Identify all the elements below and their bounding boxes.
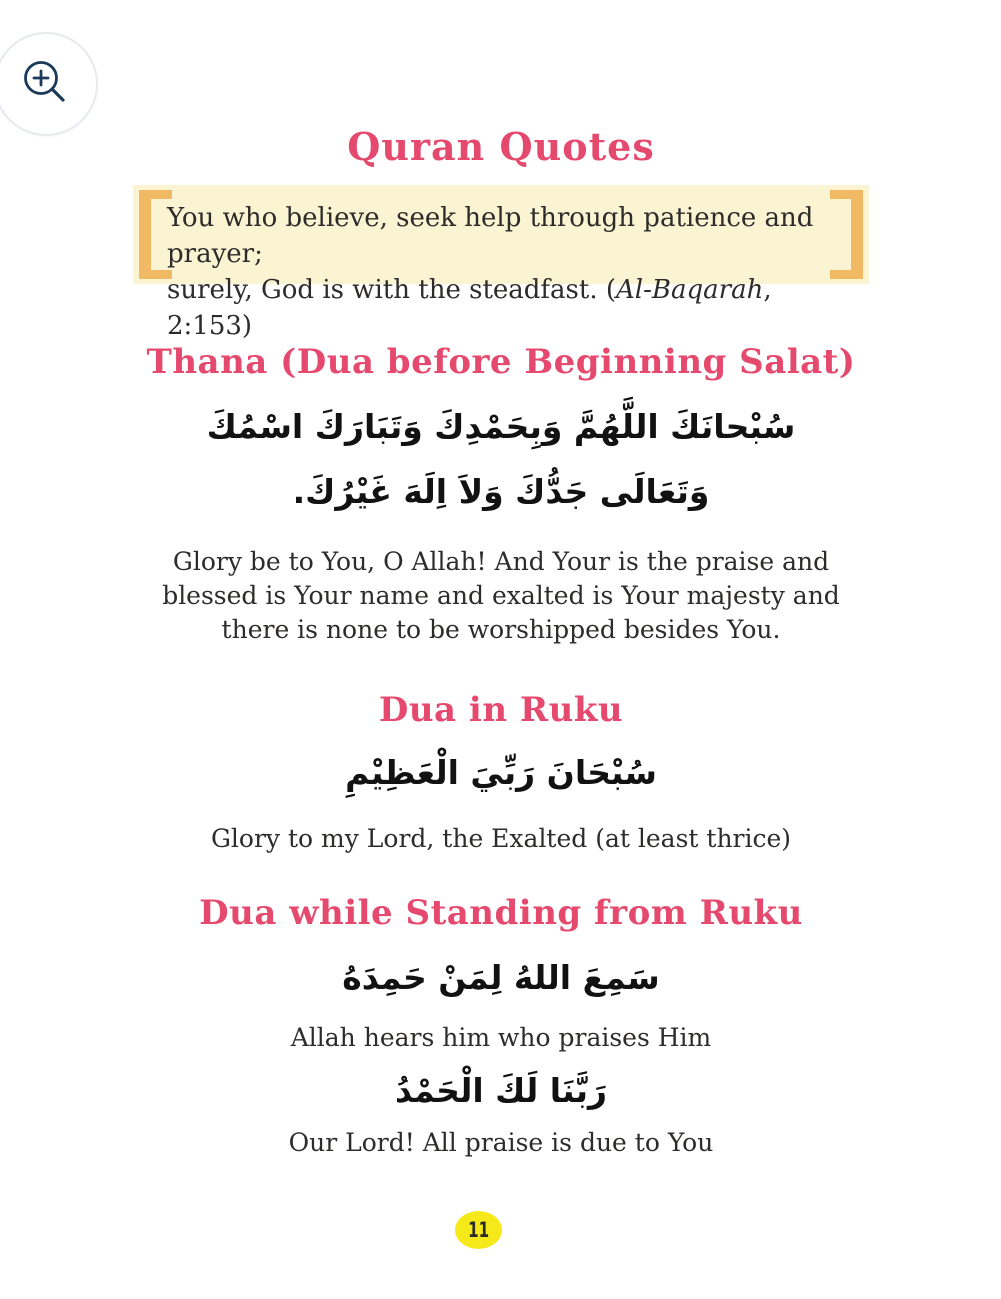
page-title: Quran Quotes [347,124,655,169]
arabic-text-thana-line-2: وَتَعَالَى جَدُّكَ وَلاَ اِلَهَ غَيْرُكَ. [292,472,710,511]
translation-standing-line-2: Our Lord! All praise is due to You [288,1128,714,1157]
quran-quote-box [133,185,869,341]
translation-thana-line-2: blessed is Your name and exalted is Your majesty and [162,581,840,610]
quote-source-name: Al-Baqarah [616,275,764,305]
page-number: 11 [467,1218,490,1242]
arabic-text-standing-line-2: رَبَّنَا لَكَ الْحَمْدُ [394,1071,608,1110]
quote-verse-reference: , 2:153) [167,275,772,341]
page-number-badge [455,1211,502,1249]
translation-thana-line-3: there is none to be worshipped besides You. [221,615,781,644]
zoom-in-button[interactable] [0,32,98,136]
arabic-text-thana-line-1: سُبْحانَكَ اللَّهُمَّ وَبِحَمْدِكَ وَتَبَارَكَ اسْمُكَ [206,407,796,446]
translation-dua-in-ruku: Glory to my Lord, the Exalted (at least thrice) [210,824,792,853]
quote-line-1: You who believe, seek help through patience and prayer; [167,203,814,269]
quote-text [167,200,839,344]
section-heading-thana: Thana (Dua before Beginning Salat) [146,342,856,382]
quote-line-2 [167,272,839,344]
arabic-text-dua-in-ruku: سُبْحَانَ رَبِّيَ الْعَظِيْمِ [345,753,657,792]
page-content [131,0,871,1299]
zoom-in-icon [20,58,72,110]
translation-thana-line-1: Glory be to You, O Allah! And Your is the praise and [172,547,830,576]
section-heading-standing-from-ruku: Dua while Standing from Ruku [199,893,803,933]
section-heading-dua-in-ruku: Dua in Ruku [378,690,624,730]
translation-standing-line-1: Allah hears him who praises Him [290,1023,712,1052]
arabic-text-standing-line-1: سَمِعَ اللهُ لِمَنْ حَمِدَهُ [342,958,660,997]
quote-line-2-text: surely, God is with the steadfast. ( [167,275,617,305]
translation-thana [131,545,871,647]
